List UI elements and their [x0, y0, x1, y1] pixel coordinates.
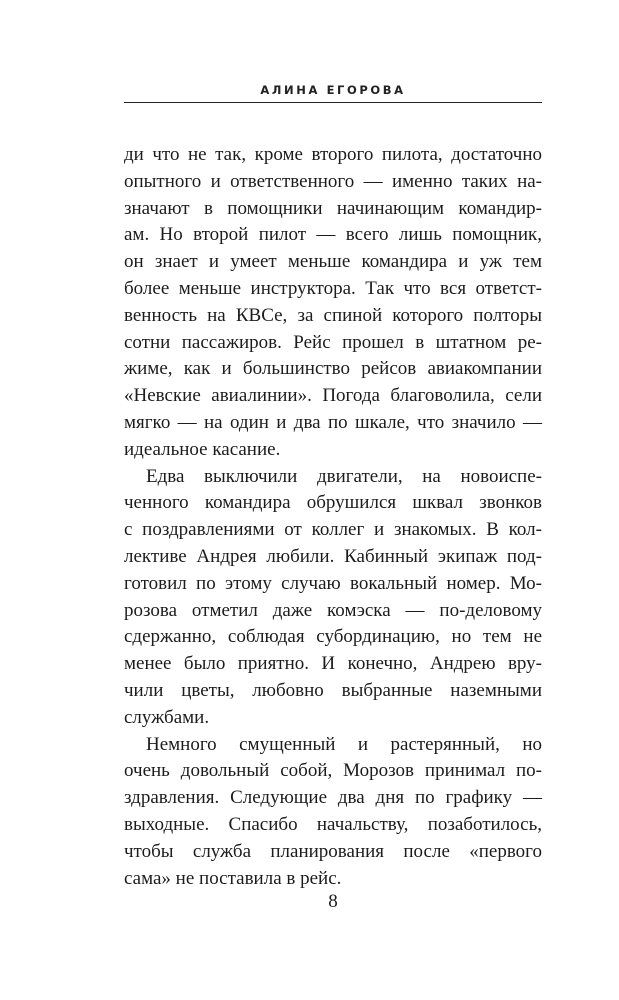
text-line: Немного смущенный и растерянный, но [146, 733, 542, 755]
paragraph-3 [124, 732, 542, 893]
text-line: сотни пассажиров. Рейс прошел в штатном ре- [124, 331, 542, 353]
text-line: готовил по этому случаю вокальный номер. Мо- [124, 572, 542, 594]
text-line: розова отметил даже комэска — по-деловому [124, 599, 542, 621]
text-line: Едва выключили двигатели, на новоиспе- [146, 465, 542, 487]
paragraph-1 [124, 142, 542, 464]
body-text [124, 142, 542, 892]
text-line: службами. [124, 706, 210, 728]
text-line: сдержанно, соблюдая субординацию, но тем не [124, 626, 542, 648]
running-head-author: АЛИНА ЕГОРОВА [260, 83, 406, 97]
text-line: ди что не так, кроме второго пилота, достаточно [124, 144, 542, 165]
header-rule [124, 102, 542, 103]
text-line: венность на КВСе, за спиной которого полторы [124, 304, 542, 326]
text-line: сама» не поставила в рейс. [124, 867, 342, 889]
text-line: менее было приятно. И конечно, Андрею вру- [124, 653, 542, 675]
text-line: он знает и умеет меньше командира и уж тем [124, 251, 542, 273]
text-line: ам. Но второй пилот — всего лишь помощник, [124, 224, 542, 246]
text-line: ченного командира обрушился шквал звонков [124, 492, 542, 514]
text-line: чили цветы, любовно выбранные наземными [124, 679, 542, 701]
text-line: чтобы служба планирования после «первого [124, 840, 542, 862]
text-line: идеальное касание. [124, 438, 281, 460]
text-line: лективе Андрея любили. Кабинный экипаж под- [124, 545, 542, 567]
text-line: с поздравлениями от коллег и знакомых. В кол- [124, 519, 542, 541]
text-line: значают в помощники начинающим командир- [124, 197, 542, 219]
paragraph-2 [124, 464, 542, 732]
text-line: опытного и ответственного — именно таких на- [124, 170, 542, 192]
text-line: более меньше инструктора. Так что вся ответст- [124, 277, 542, 299]
text-line: здравления. Следующие два дня по графику — [124, 787, 542, 809]
text-line: очень довольный собой, Морозов принимал по- [124, 760, 542, 782]
text-line: «Невские авиалинии». Погода благоволила, сели [124, 385, 542, 407]
page-number: 8 [328, 891, 338, 912]
text-line: мягко — на один и два по шкале, что значило — [124, 411, 542, 433]
text-line: выходные. Спасибо начальству, позаботилось, [124, 813, 542, 835]
text-line: жиме, как и большинство рейсов авиакомпании [124, 358, 542, 380]
